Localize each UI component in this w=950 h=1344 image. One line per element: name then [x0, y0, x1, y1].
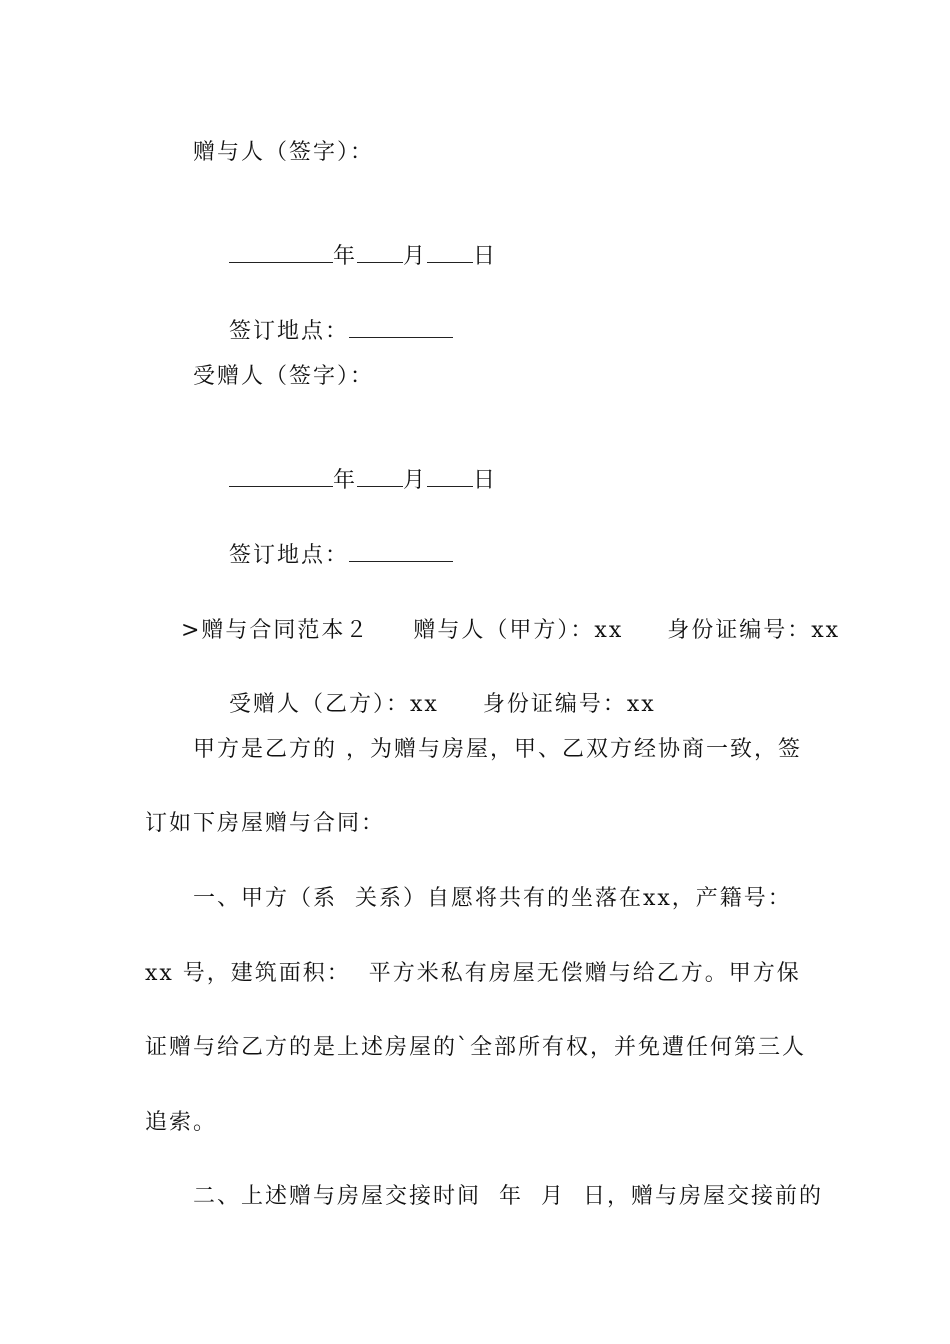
year-blank: [229, 244, 333, 263]
donor-signature-label: 赠与人（签字）：: [193, 140, 375, 165]
sample2-heading: >赠与合同范本２: [180, 618, 370, 643]
day-blank: [427, 468, 473, 487]
month-label: 月: [403, 468, 428, 493]
party-b-label: 受赠人（乙方）：xx: [228, 692, 439, 717]
paragraph-2-line-2: xx 号，建筑面积： 平方米私有房屋无偿赠与给乙方。甲方保: [145, 961, 801, 986]
donee-signature-label: 受赠人（签字）：: [193, 364, 375, 389]
paragraph-3-line-1: 二、上述赠与房屋交接时间 年 月 日，赠与房屋交接前的: [193, 1184, 823, 1209]
place-blank: [349, 543, 453, 562]
month-label: 月: [403, 244, 428, 269]
signing-place-label: 签订地点：: [228, 319, 349, 344]
signing-place-label: 签订地点：: [228, 543, 349, 568]
paragraph-2-line-4: 追索。: [145, 1110, 218, 1135]
day-label: 日: [473, 468, 498, 493]
year-label: 年: [332, 468, 357, 493]
paragraph-1-line-1: 甲方是乙方的 ，为赠与房屋，甲、乙双方经协商一致，签: [193, 737, 802, 762]
party-b-id-label: 身份证编号：xx: [482, 692, 656, 717]
place-blank: [349, 319, 453, 338]
paragraph-2-line-3: 证赠与给乙方的是上述房屋的`全部所有权，并免遭任何第三人: [145, 1035, 807, 1060]
year-label: 年: [332, 244, 357, 269]
paragraph-2-line-1: 一、甲方（系 关系）自愿将共有的坐落在xx，产籍号：: [193, 886, 792, 911]
year-blank: [229, 468, 333, 487]
month-blank: [357, 468, 403, 487]
day-blank: [427, 244, 473, 263]
month-blank: [357, 244, 403, 263]
paragraph-1-line-2: 订如下房屋赠与合同：: [145, 811, 386, 836]
party-a-id-label: 身份证编号：xx: [667, 618, 841, 643]
day-label: 日: [473, 244, 498, 269]
party-a-label: 赠与人（甲方）：xx: [413, 618, 624, 643]
